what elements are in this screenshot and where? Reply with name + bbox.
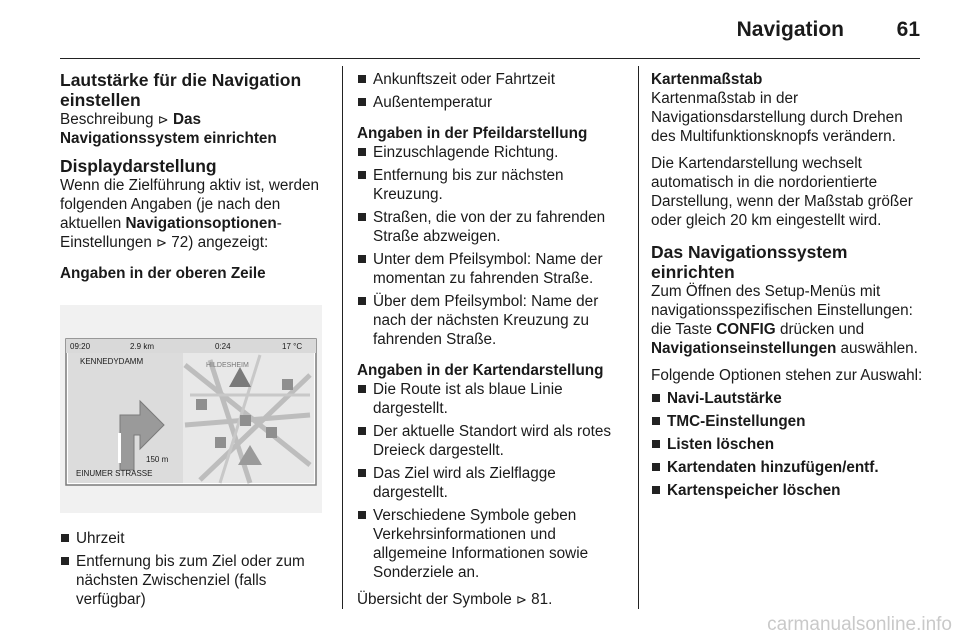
paragraph: Die Kartendarstellung wechselt automatisch in die nordorientierte Darstellung, wenn der Maßstab größer oder gleich 20 km eingestellt wird. <box>651 155 913 229</box>
page-title: Navigation <box>736 18 844 41</box>
screen-street-bottom: EINUMER STRASSE <box>76 469 153 478</box>
bullet-list-top-line-cont <box>357 70 623 112</box>
paragraph: Zum Öffnen des Setup-Menüs mit navigationsspezifischen Einstellungen: die Taste CONFIG drücken und Navigationseinstellungen auswählen. <box>651 283 918 357</box>
list-item: Außentemperatur <box>357 93 623 112</box>
section-heading-display: Displaydarstellung <box>60 156 217 176</box>
bullet-list-map-view <box>357 380 623 582</box>
paragraph: Kartenmaßstab in der Navigationsdarstellung durch Drehen des Multifunktionsknopfs verändern. <box>651 90 903 145</box>
list-item: Entfernung bis zur nächsten Kreuzung. <box>357 166 623 204</box>
screen-time: 09:20 <box>70 342 91 351</box>
list-item: Navi-Lautstärke <box>651 389 923 408</box>
list-item: Die Route ist als blaue Linie dargestellt. <box>357 380 623 418</box>
list-item: Entfernung bis zum Ziel oder zum nächsten Zwischenziel (falls verfügbar) <box>60 552 328 609</box>
reference-link[interactable]: Das Navigationssystem einrichten <box>60 111 277 147</box>
screen-poi: HILDESHEIM <box>206 362 249 369</box>
screen-distance: 2.9 km <box>130 342 155 351</box>
watermark: carmanualsonline.info <box>767 614 952 635</box>
bullet-list-top-line <box>60 529 328 609</box>
list-item: Uhrzeit <box>60 529 328 548</box>
screen-duration: 0:24 <box>215 342 231 351</box>
column-2 <box>357 70 623 609</box>
section-heading-setup: Das Navigationssystem einrichten <box>651 242 848 282</box>
column-divider <box>342 66 343 609</box>
options-list <box>651 389 923 500</box>
description-ref: Beschreibung ⊳ Das Navigationssystem einrichten <box>60 111 277 147</box>
list-item: Über dem Pfeilsymbol: Name der nach der nächsten Kreuzung zu fahrenden Straße. <box>357 292 623 349</box>
column-divider <box>638 66 639 609</box>
symbols-overview: Übersicht der Symbole ⊳ 81. <box>357 591 553 608</box>
list-item: Straßen, die von der zu fahrenden Straße abzweigen. <box>357 208 623 246</box>
list-item: Unter dem Pfeilsymbol: Name der momentan zu fahrenden Straße. <box>357 250 623 288</box>
reference-arrow-icon: ⊳ <box>156 235 168 250</box>
paragraph: Folgende Optionen stehen zur Auswahl: <box>651 367 923 384</box>
list-item: Kartenspeicher löschen <box>651 481 923 500</box>
screen-street-top: KENNEDYDAMM <box>80 357 144 366</box>
display-intro: Wenn die Zielführung aktiv ist, werden folgenden Angaben (je nach den aktuellen Navigationsoptionen-Einstellungen ⊳ 72) angezeigt: <box>60 177 320 251</box>
screen-temperature: 17 °C <box>282 342 303 351</box>
reference-arrow-icon: ⊳ <box>515 592 527 607</box>
list-item: Der aktuelle Standort wird als rotes Dreieck dargestellt. <box>357 422 623 460</box>
list-item: TMC-Einstellungen <box>651 412 923 431</box>
column-1 <box>60 70 328 609</box>
page-header <box>60 0 920 59</box>
subheading-map-view: Angaben in der Kartendarstellung <box>357 362 604 379</box>
reference-arrow-icon: ⊳ <box>157 112 169 127</box>
subheading-arrow-view: Angaben in der Pfeildarstellung <box>357 125 588 142</box>
subheading-map-scale: Kartenmaßstab <box>651 71 763 88</box>
subheading-top-line: Angaben in der oberen Zeile <box>60 265 266 282</box>
bullet-list-arrow-view <box>357 143 623 349</box>
list-item: Einzuschlagende Richtung. <box>357 143 623 162</box>
list-item: Das Ziel wird als Zielflagge dargestellt. <box>357 464 623 502</box>
section-heading-volume: Lautstärke für die Navigation einstellen <box>60 70 302 110</box>
list-item: Ankunftszeit oder Fahrtzeit <box>357 70 623 89</box>
navigation-screen-illustration <box>60 305 322 513</box>
list-item: Kartendaten hinzufügen/entf. <box>651 458 923 477</box>
list-item: Verschiedene Symbole geben Verkehrsinformationen und allgemeine Informationen sowie Sonderziele an. <box>357 506 623 582</box>
page-number: 61 <box>896 18 920 41</box>
list-item: Listen löschen <box>651 435 923 454</box>
reference-link[interactable]: 81. <box>531 591 553 608</box>
column-3 <box>651 70 923 500</box>
screen-distance-to-turn: 150 m <box>146 455 169 464</box>
